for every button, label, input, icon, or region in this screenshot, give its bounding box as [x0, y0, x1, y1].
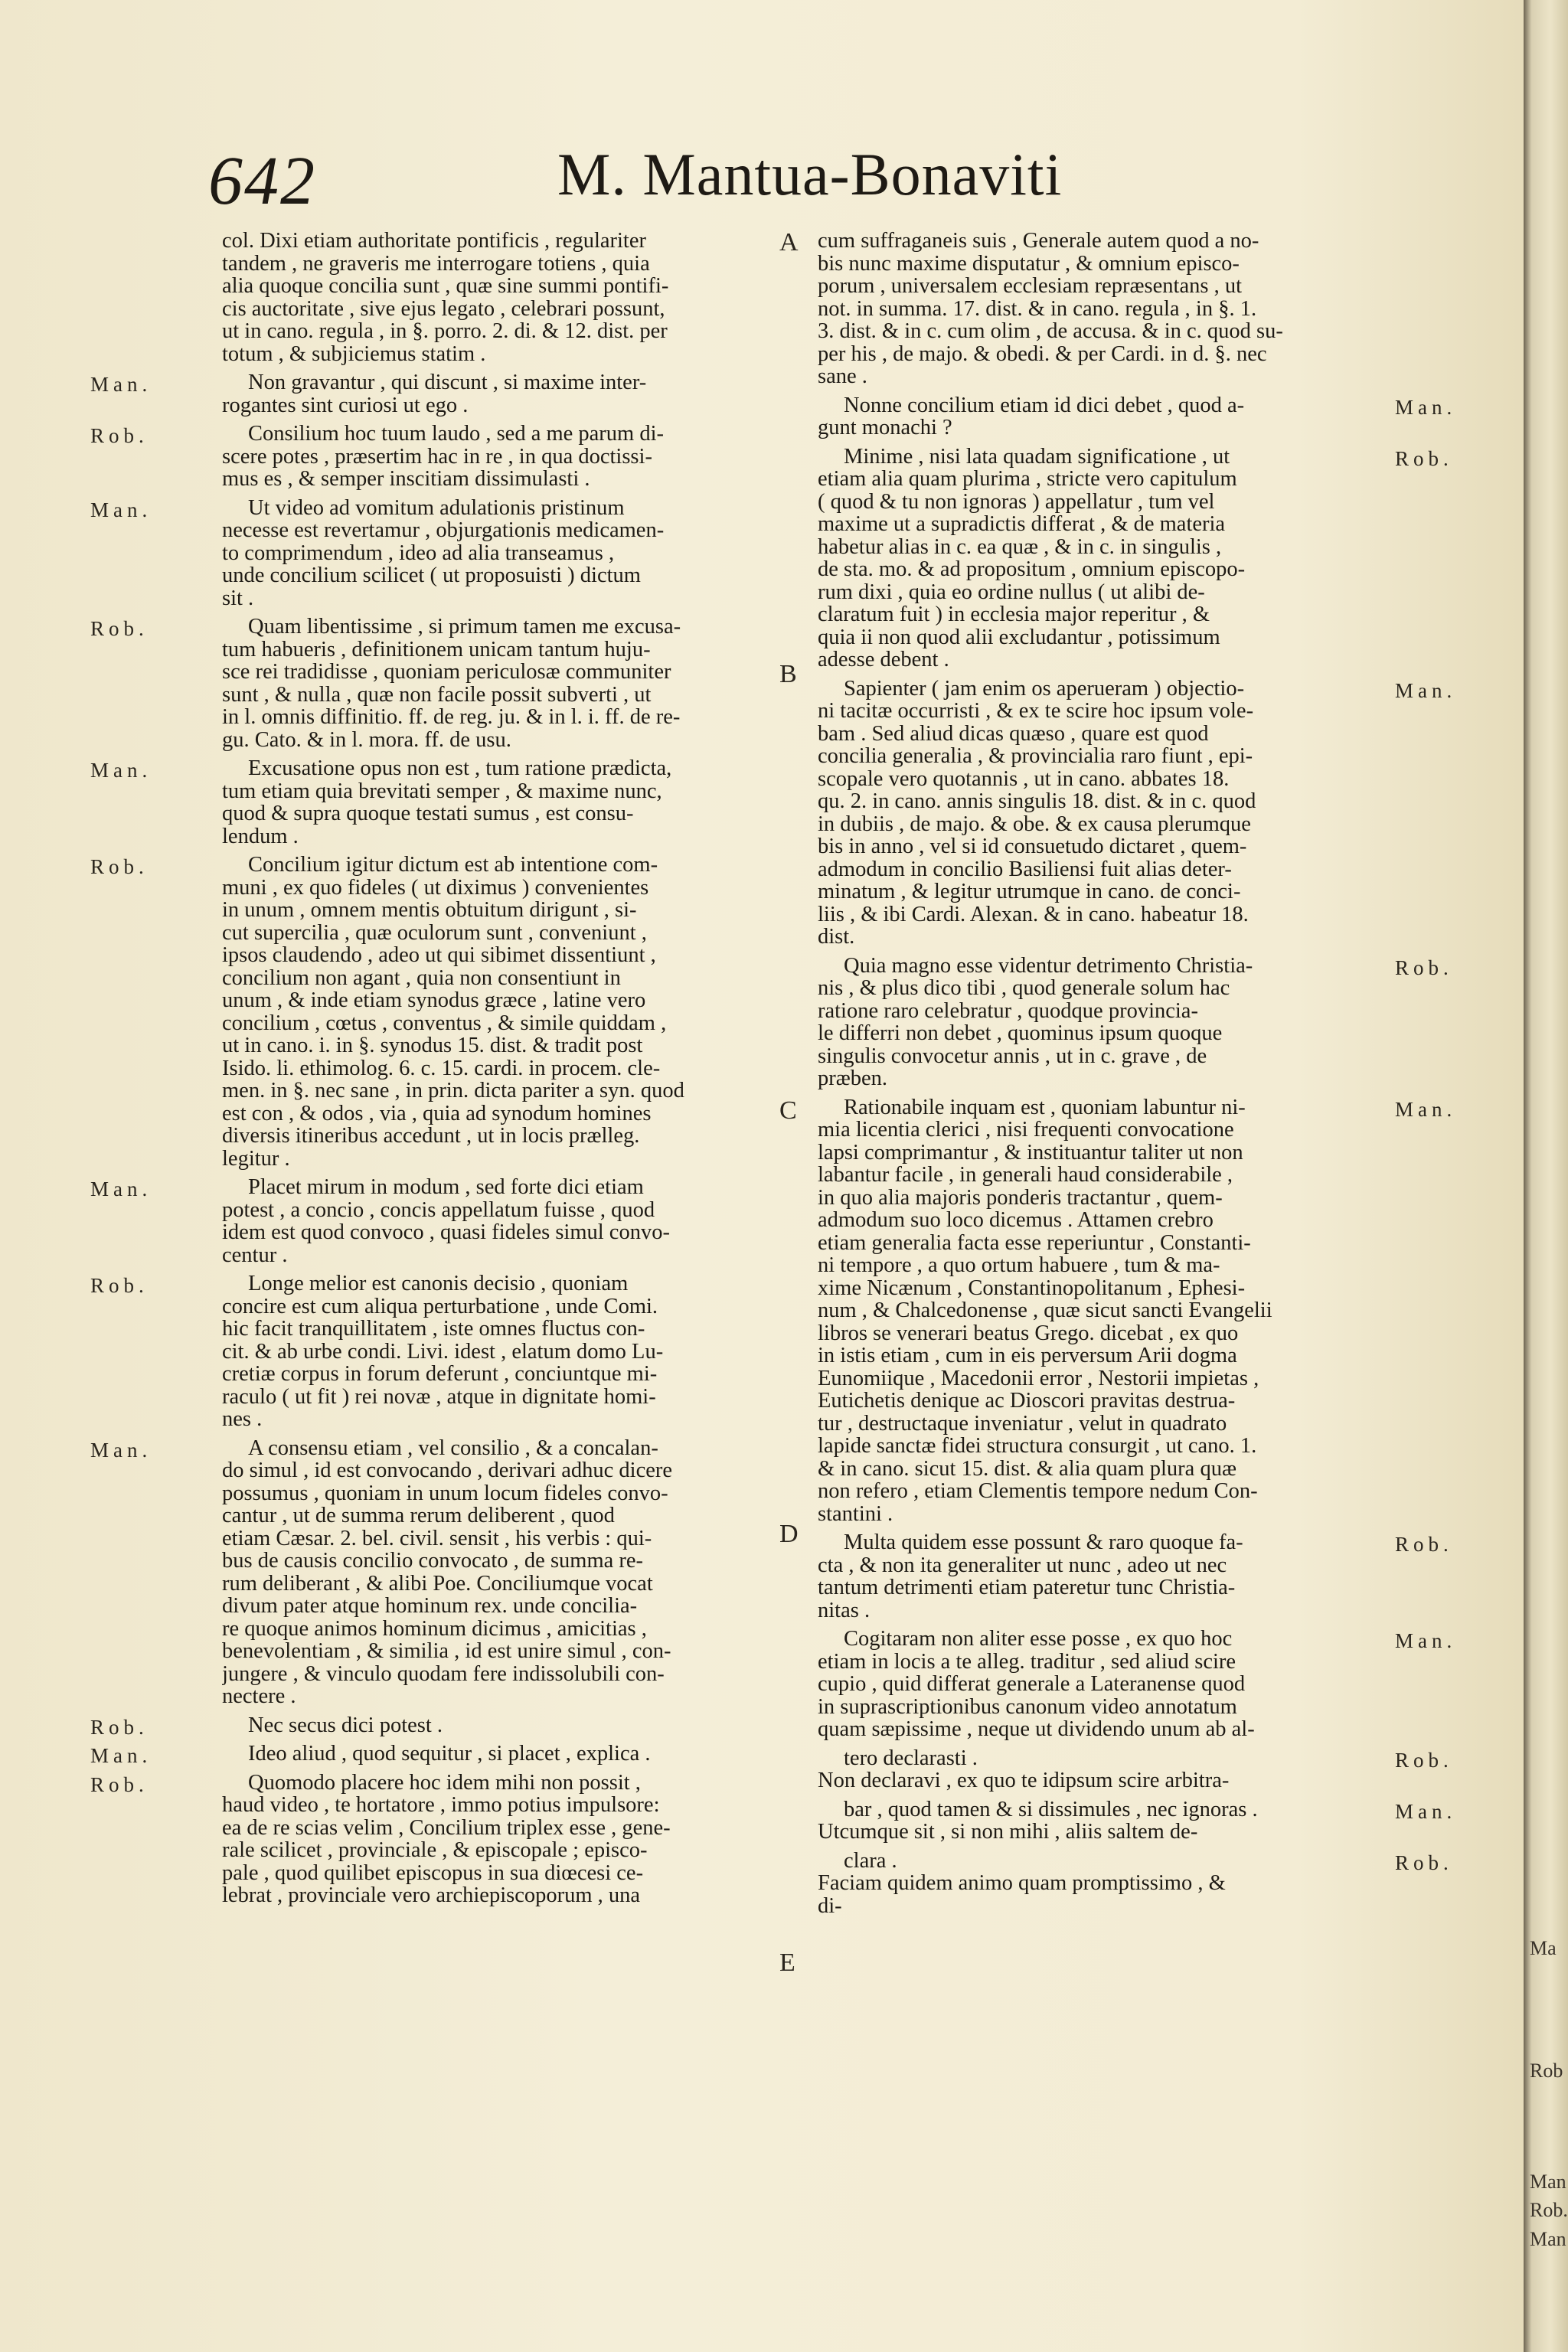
right-text-line: di-: [818, 1894, 842, 1917]
right-text-line: mia licentia clerici , nisi frequenti convocatione: [818, 1119, 1234, 1142]
right-text-line: quam sæpissime , neque ut dividendo unum ab al-: [818, 1718, 1255, 1741]
left-text-line: Non gravantur , qui discunt , si maxime inter-: [248, 371, 647, 394]
left-text-line: tum habueris , definitionem unicam tantum huju-: [222, 638, 651, 661]
speaker-label: Man.: [90, 498, 152, 521]
left-text-line: to comprimendum , ideo ad alia transeamus ,: [222, 541, 615, 564]
left-text-line: sunt , & nulla , quæ non facile possit subverti , ut: [222, 683, 652, 706]
section-mark: A: [779, 228, 799, 256]
right-text-line: & in cano. sicut 15. dist. & alia quam plura quæ: [818, 1457, 1236, 1480]
paragraph-gap: [222, 609, 758, 616]
paragraph-gap: [222, 751, 758, 757]
left-text-line: jungere , & vinculo quodam fere indissolubili con-: [222, 1662, 665, 1685]
left-text-line: sit .: [222, 586, 254, 609]
right-text-line: not. in summa. 17. dist. & in cano. regula , in §. 1.: [818, 297, 1257, 320]
speaker-label: Rob.: [1395, 956, 1453, 979]
left-text-line: sce rei tradidisse , quoniam periculosæ communiter: [222, 661, 671, 684]
speaker-label: Man.: [1395, 1097, 1457, 1121]
paragraph-gap: [818, 671, 1354, 678]
section-mark: E: [779, 1949, 795, 1977]
speaker-label: Man.: [90, 1178, 152, 1200]
paragraph-gap: [222, 848, 758, 854]
right-text-line: liis , & ibi Cardi. Alexan. & in cano. habeatur 18.: [818, 903, 1249, 926]
right-text-line: de sta. mo. & ad propositum , omnium episcopo-: [818, 558, 1246, 581]
left-text-line: rum deliberant , & alibi Poe. Conciliumque vocat: [222, 1572, 653, 1595]
right-text-line: Eutichetis denique ac Dioscori pravitas destrua-: [818, 1390, 1236, 1413]
right-text-line: singulis convocetur annis , ut in c. grave , de: [818, 1044, 1207, 1067]
right-text-line: qu. 2. in cano. annis singulis 18. dist. & in c. quod: [818, 790, 1256, 813]
left-text-line: lendum .: [222, 825, 299, 848]
edge-word: Rob: [1530, 2060, 1563, 2082]
right-text-line: concilia generalia , & provincialia raro fiunt , epi-: [818, 745, 1253, 768]
right-text-line: nis , & plus dico tibi , quod generale solum hac: [818, 977, 1230, 1000]
left-text-line: ut in cano. regula , in §. porro. 2. di. & 12. dist. per: [222, 320, 668, 343]
speaker-label: Rob.: [90, 1274, 149, 1297]
left-text-line: ut in cano. i. in §. synodus 15. dist. & tradit post: [222, 1034, 643, 1057]
right-text-line: Cogitaram non aliter esse posse , ex quo hoc: [844, 1628, 1233, 1651]
left-text-line: legitur .: [222, 1147, 290, 1170]
left-text-line: tandem , ne graveris me interrogare totiens , quia: [222, 252, 650, 275]
left-text-line: Consilium hoc tuum laudo , sed a me parum di-: [248, 423, 665, 446]
left-text-line: cantur , ut de summa rerum deliberent , quod: [222, 1504, 615, 1527]
right-text-line: rum dixi , quia eo ordine nullus ( ut alibi de-: [818, 580, 1205, 603]
left-text-line: Placet mirum in modum , sed forte dici etiam: [248, 1176, 644, 1199]
paragraph-gap: [818, 1844, 1354, 1850]
right-text-line: lapide sanctæ fidei structura consurgit , ut cano. 1.: [818, 1435, 1257, 1458]
left-text-line: divum pater atque hominum rex. unde concilia-: [222, 1595, 638, 1618]
left-text-line: in l. omnis diffinitio. ff. de reg. ju. & in l. i. ff. de re-: [222, 706, 681, 729]
paragraph-gap: [222, 1708, 758, 1714]
right-text-line: bis in anno , vel si id consuetudo dictaret , quem-: [818, 835, 1247, 858]
speaker-label: Man.: [90, 373, 152, 396]
left-text-line: idem est quod convoco , quasi fideles simul convo-: [222, 1221, 670, 1244]
right-column: [818, 230, 1354, 1917]
right-text-line: admodum in concilio Basiliensi fuit alias deter-: [818, 858, 1232, 880]
right-text-line: Sapienter ( jam enim os aperueram ) objectio-: [844, 677, 1245, 700]
left-text-line: unum , & inde etiam synodus græce , latine vero: [222, 989, 646, 1012]
right-text-line: quia ii non quod alii excludantur , potissimum: [818, 626, 1220, 648]
speaker-label: Man.: [90, 759, 152, 782]
right-text-line: nitas .: [818, 1599, 871, 1622]
speaker-label: Man.: [1395, 678, 1457, 702]
left-text-line: unde concilium scilicet ( ut proposuisti ) dictum: [222, 564, 641, 587]
right-text-line: clara .: [844, 1849, 897, 1872]
speaker-label: Rob.: [90, 617, 149, 640]
paragraph-gap: [818, 1622, 1354, 1628]
paragraph-gap: [222, 491, 758, 497]
right-text-line: maxime ut a supradictis differat , & de materia: [818, 513, 1226, 536]
left-text-line: potest , a concio , concis appellatum fuisse , quod: [222, 1198, 655, 1221]
right-text-line: cum suffraganeis suis , Generale autem quod a no-: [818, 230, 1259, 253]
right-text-line: tero declarasti .: [844, 1746, 978, 1769]
speaker-label: Rob.: [90, 1772, 149, 1796]
right-text-line: dist.: [818, 926, 855, 949]
paragraph-gap: [818, 949, 1354, 955]
paragraph-gap: [818, 1792, 1354, 1798]
left-text-line: muni , ex quo fideles ( ut diximus ) convenientes: [222, 876, 649, 899]
right-text-line: lapsi comprimantur , & instituantur taliter ut non: [818, 1141, 1243, 1164]
right-text-line: Rationabile inquam est , quoniam labuntur ni-: [844, 1096, 1246, 1119]
left-text-line: rale scilicet , provinciale , & episcopale ; episco-: [222, 1839, 648, 1862]
right-text-line: tantum detrimenti etiam pateretur tunc Christia-: [818, 1576, 1236, 1599]
right-text-line: Faciam quidem animo quam promptissimo , &: [818, 1872, 1226, 1895]
right-text-line: gunt monachi ?: [818, 416, 952, 439]
left-text-line: nectere .: [222, 1685, 296, 1708]
right-text-line: 3. dist. & in c. cum olim , de accusa. & in c. quod su-: [818, 320, 1283, 343]
speaker-label: Rob.: [1395, 1748, 1453, 1772]
left-text-line: nes .: [222, 1408, 263, 1431]
right-text-line: Nonne concilium etiam id dici debet , quod a-: [844, 394, 1245, 416]
left-text-line: totum , & subjiciemus statim .: [222, 342, 486, 365]
right-text-line: minatum , & legitur utrumque in cano. de conci-: [818, 880, 1241, 903]
left-text-line: hic facit tranquillitatem , iste omnes fluctus con-: [222, 1318, 645, 1341]
right-text-line: etiam alia quam plurima , stricte vero capitulum: [818, 468, 1237, 491]
paragraph-gap: [818, 388, 1354, 394]
speaker-label: Man.: [1395, 395, 1457, 419]
speaker-label: Rob.: [1395, 1533, 1453, 1556]
left-text-line: haud video , te hortatore , immo potius impulsore:: [222, 1794, 660, 1817]
right-text-line: in quo alia majoris ponderis tractantur , quem-: [818, 1186, 1223, 1209]
edge-word: Ma: [1530, 1937, 1557, 1959]
left-text-line: re quoque animos hominum dicimus , amicitias ,: [222, 1617, 647, 1640]
right-text-line: etiam generalia facta esse reperiuntur , Constanti-: [818, 1231, 1251, 1254]
right-text-line: num , & Chalcedonense , quæ sicut sancti Evangelii: [818, 1299, 1272, 1322]
left-column: [222, 230, 758, 1907]
left-text-line: ipsos claudendo , adeo ut qui sibimet dissentiunt ,: [222, 944, 656, 967]
edge-word: Man: [1530, 2171, 1566, 2193]
speaker-label: Man.: [1395, 1629, 1457, 1652]
left-text-line: Nec secus dici potest .: [248, 1713, 443, 1736]
left-text-line: concilium , cœtus , conventus , & simile quiddam ,: [222, 1011, 667, 1034]
speaker-label: Man.: [1395, 1799, 1457, 1823]
right-text-line: ( quod & tu non ignoras ) appellatur , tum vel: [818, 490, 1215, 513]
left-text-line: alia quoque concilia sunt , quæ sine summi pontifi-: [222, 275, 669, 298]
left-text-line: ea de re scias velim , Concilium triplex esse , gene-: [222, 1816, 671, 1839]
left-text-line: Concilium igitur dictum est ab intentione com-: [248, 854, 658, 877]
left-text-line: Quomodo placere hoc idem mihi non possit ,: [248, 1771, 641, 1794]
right-text-line: etiam in locis a te alleg. traditur , sed aliud scire: [818, 1650, 1236, 1673]
right-text-line: admodum suo loco dicemus . Attamen crebro: [818, 1209, 1214, 1232]
left-text-line: Quam libentissime , si primum tamen me excusa-: [248, 616, 681, 639]
running-title: M. Mantua-Bonaviti: [557, 141, 1063, 207]
right-text-line: per his , de majo. & obedi. & per Cardi. in d. §. nec: [818, 342, 1267, 365]
left-text-line: centur .: [222, 1243, 288, 1266]
section-mark: C: [779, 1096, 797, 1125]
section-mark: B: [779, 660, 797, 688]
right-text-line: Utcumque sit , si non mihi , aliis saltem de-: [818, 1821, 1198, 1844]
left-text-line: etiam Cæsar. 2. bel. civil. sensit , his verbis : qui-: [222, 1527, 652, 1550]
left-text-line: mus es , & semper inscitiam dissimulasti .: [222, 468, 590, 491]
left-text-line: cit. & ab urbe condi. Livi. idest , elatum domo Lu-: [222, 1340, 664, 1363]
right-text-line: xime Nicænum , Constantinopolitanum , Ephesi-: [818, 1276, 1246, 1299]
right-text-line: stantini .: [818, 1502, 893, 1525]
speaker-label: Rob.: [90, 855, 149, 878]
right-text-line: scopale vero quotannis , ut in cano. abbates 18.: [818, 767, 1230, 790]
right-text-line: adesse debent .: [818, 648, 949, 671]
left-text-line: cut supercilia , quæ oculorum sunt , conveniunt ,: [222, 921, 647, 944]
right-text-line: ni tempore , a quo ortum habuere , tum & ma-: [818, 1254, 1220, 1277]
paragraph-gap: [818, 439, 1354, 446]
paragraph-gap: [222, 365, 758, 371]
right-text-line: ratione raro celebratur , quodque provincia-: [818, 999, 1198, 1022]
left-text-line: Longe melior est canonis decisio , quoniam: [248, 1272, 629, 1295]
page-number: 642: [208, 143, 316, 219]
left-text-line: in unum , omnem mentis obtuitum dirigunt , si-: [222, 899, 637, 922]
right-text-line: non refero , etiam Clementis tempore nedum Con-: [818, 1480, 1258, 1503]
right-text-line: in istis etiam , cum in eis perversum Arii dogma: [818, 1344, 1237, 1367]
right-text-line: bis nunc maxime disputatur , & omnium episco-: [818, 252, 1240, 275]
speaker-label: Rob.: [1395, 446, 1453, 470]
paragraph-gap: [818, 1525, 1354, 1531]
paragraph-gap: [222, 416, 758, 423]
right-text-line: bar , quod tamen & si dissimules , nec ignoras .: [844, 1798, 1258, 1821]
right-text-line: in suprascriptionibus canonum video annotatum: [818, 1695, 1237, 1718]
left-text-line: Ut video ad vomitum adulationis pristinum: [248, 496, 625, 519]
paragraph-gap: [818, 1741, 1354, 1747]
left-text-line: men. in §. nec sane , in prin. dicta pariter a syn. quod: [222, 1080, 684, 1102]
right-text-line: libros se venerari beatus Grego. dicebat , ex quo: [818, 1321, 1239, 1344]
left-text-line: necesse est revertamur , objurgationis medicamen-: [222, 519, 665, 542]
left-text-line: Isido. li. ethimolog. 6. c. 15. cardi. in procem. cle-: [222, 1057, 661, 1080]
paragraph-gap: [222, 1736, 758, 1743]
speaker-label: Rob.: [90, 424, 149, 447]
right-text-line: claratum fuit ) in ecclesia major reperitur , &: [818, 603, 1210, 626]
left-text-line: scere potes , præsertim hac in re , in qua doctissi-: [222, 445, 652, 468]
right-text-line: Quia magno esse videntur detrimento Christia-: [844, 954, 1253, 977]
paragraph-gap: [222, 1766, 758, 1772]
left-text-line: concilium non agant , quia non consentiunt in: [222, 966, 621, 989]
speaker-label: Man.: [90, 1744, 152, 1767]
left-text-line: lebrat , provinciale vero archiepiscoporum , una: [222, 1884, 641, 1907]
paragraph-gap: [222, 1170, 758, 1176]
right-text-line: habetur alias in c. ea quæ , & in c. in singulis ,: [818, 535, 1222, 558]
right-text-line: Multa quidem esse possunt & raro quoque fa-: [844, 1531, 1243, 1554]
paragraph-gap: [222, 1431, 758, 1437]
right-text-line: bam . Sed aliud dicas quæso , quare est quod: [818, 722, 1209, 745]
left-text-line: cretiæ corpus in forum deferunt , conciuntque mi-: [222, 1363, 658, 1386]
left-text-line: quod & supra quoque testati sumus , est consu-: [222, 802, 634, 825]
left-text-line: cis auctoritate , sive ejus legato , celebrari possunt,: [222, 297, 665, 320]
right-text-line: Non declaravi , ex quo te idipsum scire arbitra-: [818, 1769, 1230, 1792]
left-text-line: possumus , quoniam in unum locum fideles convo-: [222, 1481, 668, 1504]
edge-word: Rob.: [1530, 2199, 1568, 2221]
edge-word: Man: [1530, 2228, 1566, 2250]
left-text-line: Excusatione opus non est , tum ratione prædicta,: [248, 757, 672, 780]
right-text-line: Eunomiique , Macedonii error , Nestorii impietas ,: [818, 1367, 1259, 1390]
left-text-line: bus de causis concilio convocato , de summa re-: [222, 1550, 644, 1573]
left-text-line: rogantes sint curiosi ut ego .: [222, 394, 469, 416]
right-text-line: cupio , quid differat generale a Lateranense quod: [818, 1673, 1246, 1696]
right-text-line: le differri non debet , quominus ipsum quoque: [818, 1022, 1223, 1045]
paragraph-gap: [818, 1090, 1354, 1096]
speaker-label: Rob.: [90, 1715, 149, 1739]
right-text-line: ni tacitæ occurristi , & ex te scire hoc ipsum vole-: [818, 700, 1254, 723]
left-text-line: tum etiam quia brevitati semper , & maxime nunc,: [222, 779, 662, 802]
next-page-edge: [1524, 0, 1568, 2352]
left-text-line: diversis itineribus accedunt , ut in locis prælleg.: [222, 1125, 640, 1148]
left-text-line: do simul , id est convocando , derivari adhuc dicere: [222, 1459, 673, 1482]
left-text-line: col. Dixi etiam authoritate pontificis , regulariter: [222, 230, 646, 253]
speaker-label: Rob.: [1395, 1851, 1453, 1874]
section-mark: D: [779, 1520, 799, 1548]
right-text-line: præben.: [818, 1067, 888, 1090]
right-text-line: cta , & non ita generaliter ut nunc , adeo ut nec: [818, 1553, 1227, 1576]
left-text-line: gu. Cato. & in l. mora. ff. de usu.: [222, 728, 511, 751]
right-text-line: tur , destructaque inveniatur , velut in quadrato: [818, 1412, 1227, 1435]
left-text-line: est con , & odos , via , quia ad synodum homines: [222, 1102, 652, 1125]
left-text-line: benevolentiam , & similia , id est unire simul , con-: [222, 1640, 671, 1663]
paragraph-gap: [222, 1266, 758, 1272]
right-text-line: in dubiis , de majo. & obe. & ex causa plerumque: [818, 812, 1251, 835]
speaker-label: Man.: [90, 1438, 152, 1462]
right-text-line: sane .: [818, 365, 867, 388]
left-text-line: A consensu etiam , vel consilio , & a concalan-: [248, 1436, 658, 1459]
left-text-line: concire est cum aliqua perturbatione , unde Comi.: [222, 1295, 658, 1318]
right-text-line: Minime , nisi lata quadam significatione , ut: [844, 445, 1230, 468]
left-text-line: pale , quod quilibet episcopus in sua diœcesi ce-: [222, 1861, 644, 1884]
left-text-line: Ideo aliud , quod sequitur , si placet , explica .: [248, 1743, 651, 1766]
right-text-line: porum , universalem ecclesiam repræsentans , ut: [818, 275, 1242, 298]
right-text-line: labantur facile , in generali haud considerabile ,: [818, 1164, 1233, 1187]
left-text-line: raculo ( ut fit ) rei novæ , atque in dignitate homi-: [222, 1385, 656, 1408]
